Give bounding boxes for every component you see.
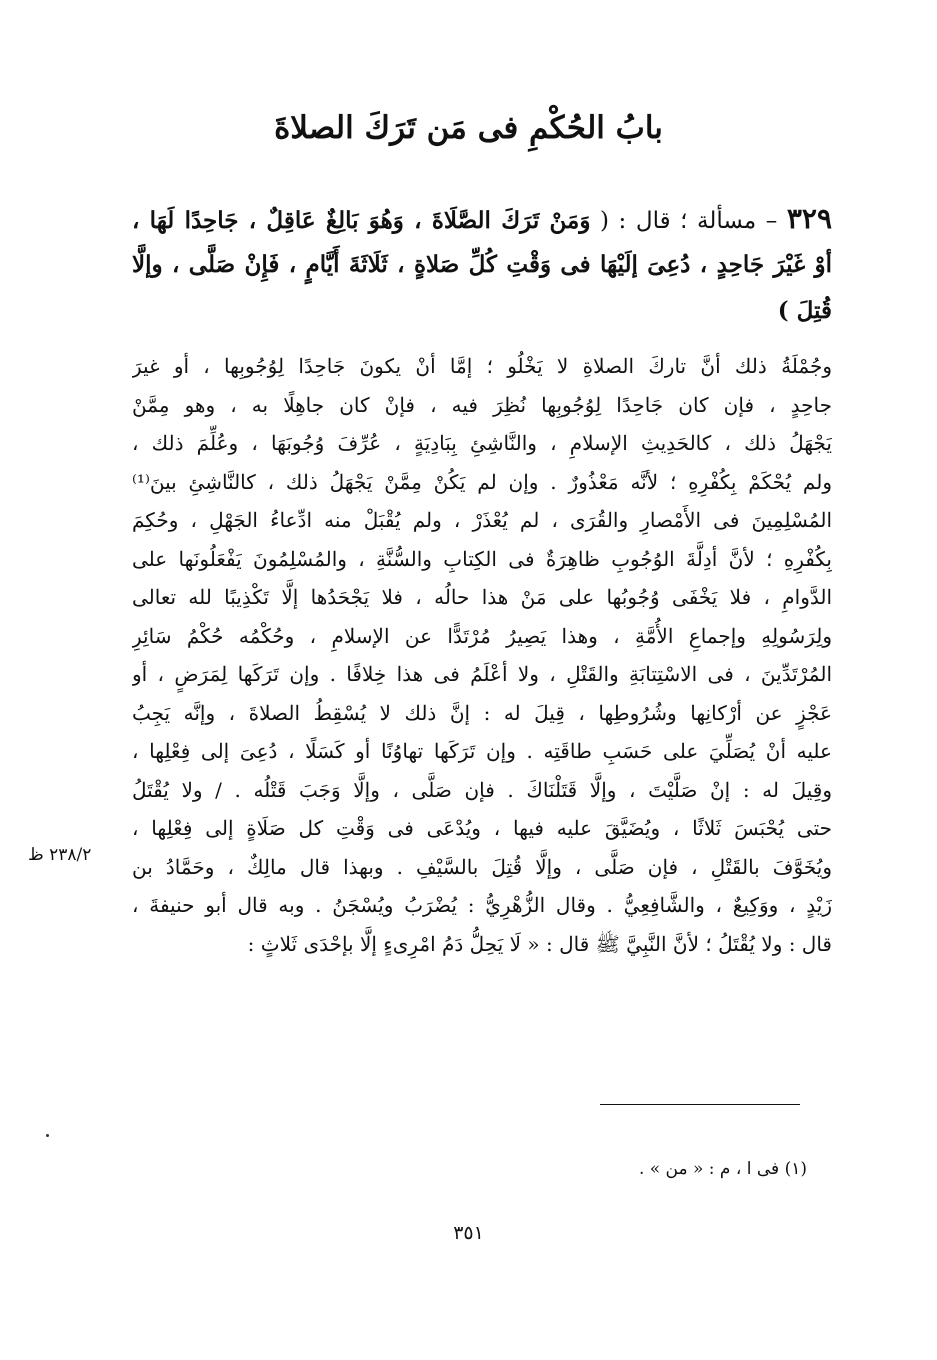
body-line: ويُخَوَّفَ بالقَتْلِ ، فإن صَلَّى ، وإلَّا قُتِلَ بالسَّيْفِ . وبهذا قال مالِكٌ ، وحَمَّادُ بن xyxy=(132,854,832,879)
body-line: عَجْزٍ عن أرْكانِها وشُرُوطِها ، قِيلَ له : إنَّ ذلك لا يُسْقِطُ الصلاةَ ، وإنَّه يَجِبُ xyxy=(132,700,832,725)
masala-text: وَمَنْ تَرَكَ الصَّلَاةَ ، وَهُوَ بَالِغٌ عَاقِلٌ ، جَاحِدًا لَهَا ، xyxy=(132,207,591,234)
page-number: ٣٥١ xyxy=(453,1222,484,1244)
scan-speck xyxy=(46,1134,49,1137)
body-line: قال : ولا يُقْتَلُ ؛ لأنَّ النَّبِيَّ ﷺ قال : « لَا يَحِلُّ دَمُ امْرِىءٍ إلَّا بإحْدَى ثَلاثٍ : xyxy=(247,931,832,956)
body-line: زَيْدٍ ، ووَكِيعٌ ، والشَّافِعِيُّ . وقال الزُّهْرِيُّ : يُضْرَبُ ويُسْجَنُ . وبه قال أبو حنيفةَ ، xyxy=(132,893,832,917)
footnote-divider xyxy=(600,1104,800,1105)
body-line: يَجْهَلُ ذلك ، كالحَدِيثِ الإسلامِ ، والنَّاشِئِ بِبَادِيَةٍ ، عُرِّفَ وُجُوبَهَا ، وعُلِّمَ ذلك ، xyxy=(132,431,832,455)
masala-prefix: – مسألة ؛ قال : ( xyxy=(590,208,778,234)
body-line: حتى يُحْبَسَ ثَلاثًا ، ويُضَيَّقَ عليه فيها ، ويُدْعَى فى وَقْتِ كل صَلَاةٍ إلى فِعْلِها ، xyxy=(132,816,832,840)
body-line: عليه أنْ يُصَلِّيَ على حَسَبِ طاقَتِه . وإن تَرَكَها تهاوُنًا أو كَسَلًا ، دُعِىَ إلى فِعْلِها ، xyxy=(132,739,832,763)
body-line: ولِرَسُولِهِ وإجماعِ الأُمَّةِ ، وهذا يَصِيرُ مُرْتَدًّا عن الإسلامِ ، وحُكْمُه حُكْمُ سَائِرِ xyxy=(132,623,832,648)
body-line: ولم يُحْكَمْ بِكُفْرِهِ ؛ لأنَّه مَعْذُورٌ . وإن لم يَكُنْ مِمَّنْ يَجْهَلُ ذلك ، كالنَّاشِئِ بينَ⁽¹⁾ xyxy=(132,469,832,494)
margin-manuscript-reference: ٢٣٨/٢ ظ xyxy=(28,845,92,865)
masala-line: أوْ غَيْرَ جَاحِدٍ ، دُعِىَ إلَيْهَا فى وَقْتِ كُلِّ صَلاةٍ ، ثَلَاثَةَ أَيَّامٍ ، فَإِنْ صَلَّى ، وإلَّا xyxy=(132,251,832,278)
body-line: الدَّوامِ ، فلا يَخْفَى وُجُوبُها على مَنْ هذا حالُه ، فلا يَجْحَدُها إلَّا تَكْذِيبًا لله تعالى xyxy=(132,585,832,609)
body-line: جاحِدٍ ، فإن كان جَاحِدًا لِوُجُوبِها نُظِرَ فيه ، فإنْ كان جاهِلًا به ، وهو مِمَّنْ xyxy=(132,392,832,417)
footnote: (١) فى ا ، م : « من » . xyxy=(638,1159,807,1179)
body-line: وجُمْلَةُ ذلك أنَّ تاركَ الصلاةِ لا يَخْلُو ؛ إمَّا أنْ يكونَ جَاحِدًا لِوُجُوبِها ، أو غيرَ xyxy=(132,354,832,378)
masala-line: قُتِلَ ) xyxy=(777,297,832,324)
body-text xyxy=(132,347,832,963)
body-line: بِكُفْرِهِ ؛ لأنَّ أدِلَّةَ الوُجُوبِ ظاهِرَةٌ فى الكِتابِ والسُّنَّةِ ، والمُسْلِمُونَ يَفْعَلُونَها على xyxy=(132,546,832,571)
masala-line xyxy=(132,196,832,242)
body-line: المُسْلِمِينَ فى الأَمْصارِ والقُرَى ، لم يُعْذَرْ ، ولم يُقْبَلْ منه ادِّعاءُ الجَهْلِ ، وحُكِمَ xyxy=(132,508,832,532)
body-line: وقِيلَ له : إنْ صَلَّيْتَ ، وإلَّا قَتَلْنَاكَ . فإن صَلَّى ، وإلَّا وَجَبَ قَتْلُه . / ولا يُقْتَلُ xyxy=(132,777,832,802)
chapter-title: بابُ الحُكْمِ فى مَن تَرَكَ الصلاةَ xyxy=(274,110,663,146)
masala-number: ٣٢٩ xyxy=(786,202,832,235)
masala-statement xyxy=(132,196,832,334)
body-line: المُرْتَدِّينَ ، فى الاسْتِتابَةِ والقَتْلِ ، ولا أعْلَمُ فى هذا خِلافًا . وإن تَرَكَها لِمَرَضٍ ، أو xyxy=(132,662,832,686)
